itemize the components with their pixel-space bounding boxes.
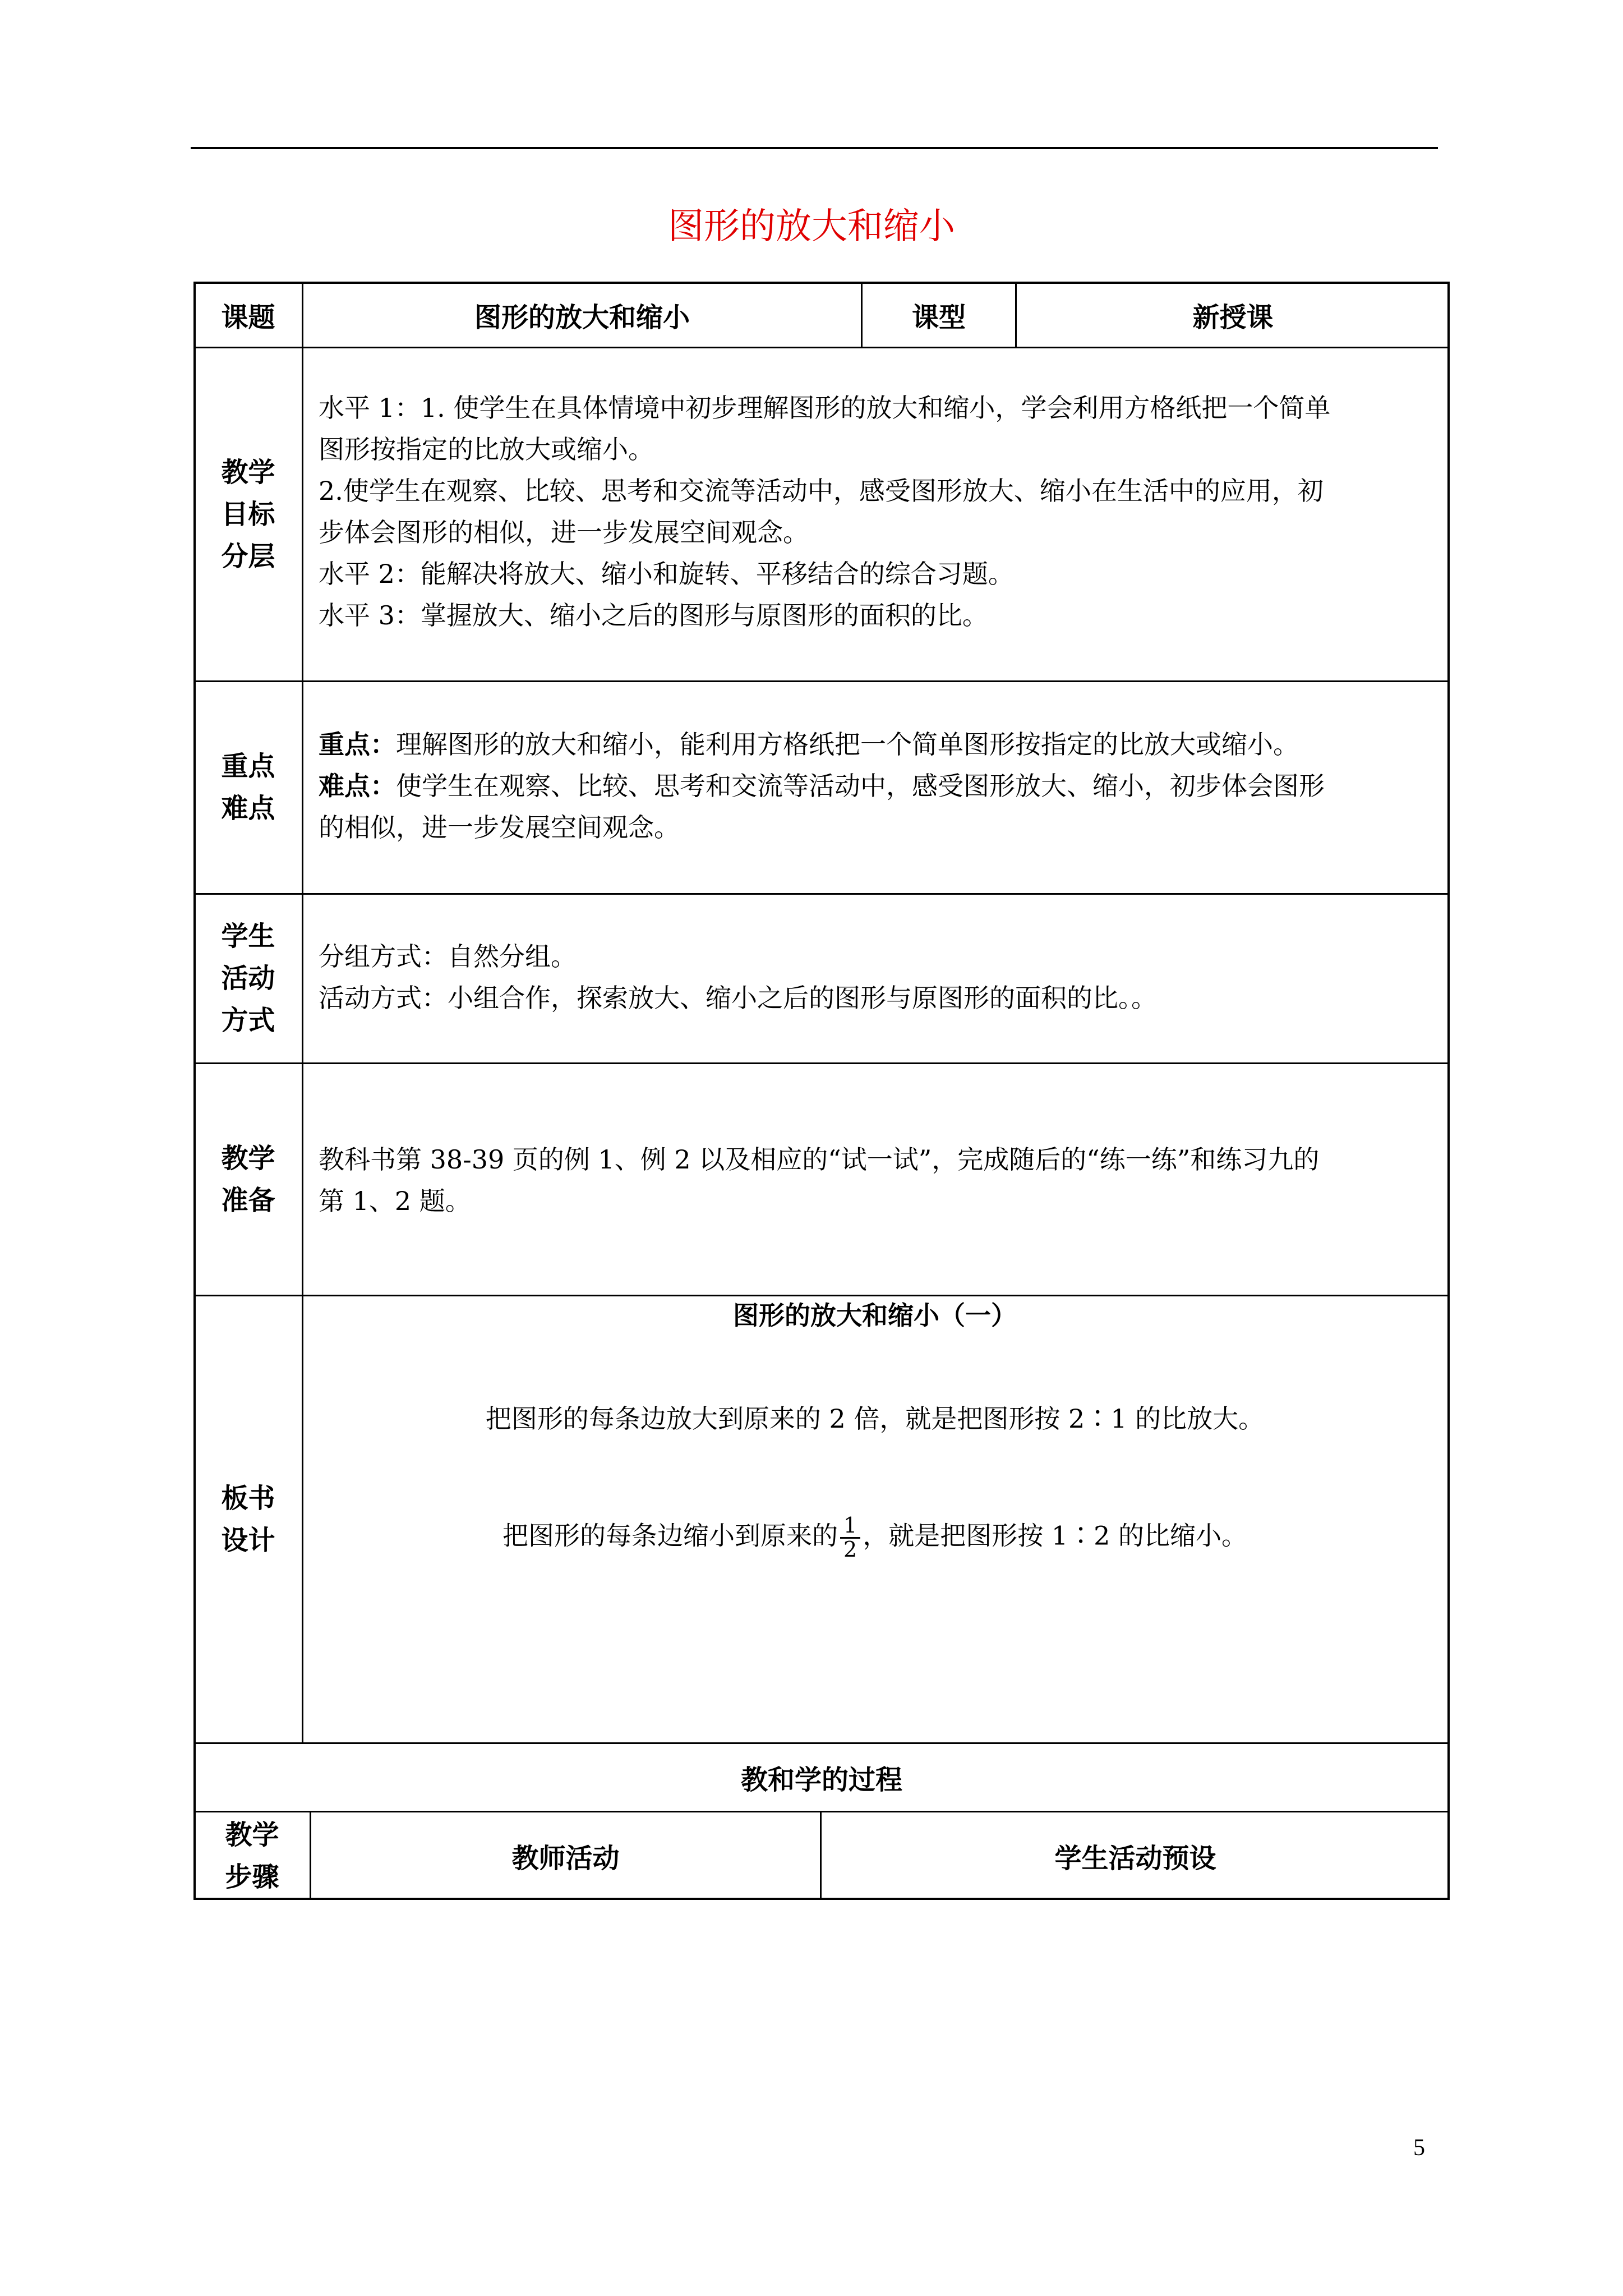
preparation-line: 第 1、2 题。	[319, 1186, 471, 1216]
topic-value: 图形的放大和缩小	[474, 301, 690, 333]
student-activity-heading: 学生活动预设	[1054, 1843, 1216, 1874]
activity-line: 活动方式：小组合作，探索放大、缩小之后的图形与原图形的面积的比。。	[319, 983, 1157, 1013]
activity-line: 分组方式：自然分组。	[319, 941, 577, 972]
key-point-text: 理解图形的放大和缩小，能利用方格纸把一个简单图形按指定的比放大或缩小。	[396, 729, 1299, 760]
objective-line: 步体会图形的相似，进一步发展空间观念。	[319, 517, 809, 547]
objective-line: 图形按指定的比放大或缩小。	[319, 434, 654, 464]
difficult-point-prefix: 难点：	[319, 771, 396, 801]
process-heading: 教和学的过程	[740, 1764, 902, 1796]
key-point-prefix: 重点：	[319, 729, 396, 760]
difficult-point-text: 使学生在观察、比较、思考和交流等活动中，感受图形放大、缩小，初步体会图形	[396, 771, 1325, 801]
board-line-reduce: 把图形的每条边缩小到原来的 $\frac{1}{2}$ ，就是把图形按 1∶2 的比缩小。	[502, 1513, 1247, 1562]
preparation-text	[319, 1139, 1319, 1222]
type-label: 课型	[911, 301, 966, 333]
preparation-label: 教学 准备	[221, 1142, 275, 1216]
document-title: 图形的放大和缩小	[668, 206, 955, 247]
teacher-activity-heading: 教师活动	[511, 1843, 620, 1874]
board-line-enlarge: 把图形的每条边放大到原来的 2 倍，就是把图形按 2∶1 的比放大。	[485, 1404, 1265, 1434]
header-rule	[191, 147, 1438, 149]
row-divider	[193, 1295, 1450, 1296]
type-value: 新授课	[1192, 301, 1274, 333]
activity-label: 学生 活动 方式	[221, 921, 275, 1036]
objectives-text	[319, 387, 1330, 636]
key-points-label: 重点 难点	[221, 751, 275, 824]
row-divider	[193, 1062, 1450, 1064]
board-heading: 图形的放大和缩小（一）	[733, 1300, 1017, 1331]
topic-label: 课题	[221, 301, 275, 333]
fraction-one-half: $\frac{1}{2}$	[840, 1515, 860, 1561]
objective-line: 水平 1：1. 使学生在具体情境中初步理解图形的放大和缩小，学会利用方格纸把一个简单	[319, 393, 1331, 423]
objective-line: 水平 2：能解决将放大、缩小和旋转、平移结合的综合习题。	[319, 559, 1014, 589]
difficult-point-text-cont: 的相似，进一步发展空间观念。	[319, 812, 680, 843]
row-divider	[193, 680, 1450, 682]
steps-label: 教学 步骤	[225, 1819, 279, 1893]
page-number: 5	[1413, 2135, 1425, 2161]
activity-text	[319, 936, 1157, 1019]
row-divider	[193, 893, 1450, 895]
objective-line: 水平 3：掌握放大、缩小之后的图形与原图形的面积的比。	[319, 600, 988, 631]
preparation-line: 教科书第 38-39 页的例 1、例 2 以及相应的“试一试”，完成随后的“练一练”和练习九的	[319, 1144, 1320, 1175]
key-points-text	[319, 724, 1325, 848]
board-label: 板书 设计	[221, 1482, 275, 1556]
objectives-label: 教学 目标 分层	[221, 456, 275, 572]
objective-line: 2.使学生在观察、比较、思考和交流等活动中，感受图形放大、缩小在生活中的应用，初	[319, 476, 1324, 506]
